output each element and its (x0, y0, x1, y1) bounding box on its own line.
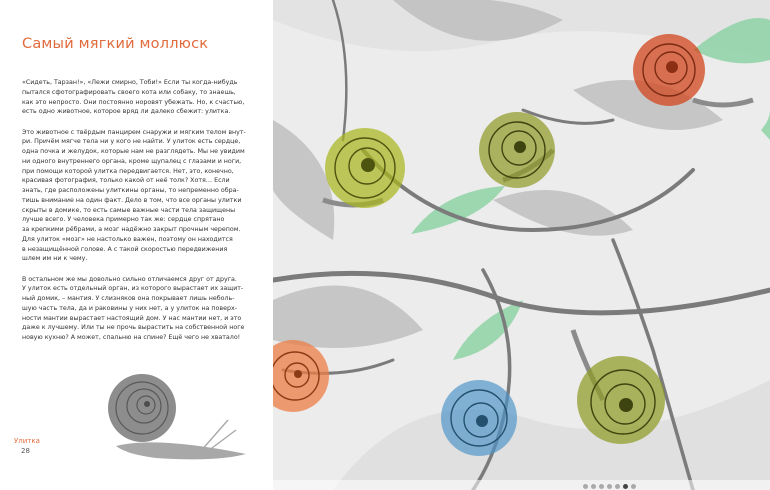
snail-blue (441, 380, 517, 456)
right-page (273, 0, 770, 490)
carousel-dot[interactable] (615, 484, 620, 489)
carousel-dot[interactable] (591, 484, 596, 489)
paragraph-intro: «Сидеть, Тарзан!», «Лежи смирно, Тоби!» Если ты когда-нибудь пытался сфотографировать своего кота или собаку, то знаешь, как это непросто. Они постоянно норовят убежать. Но, к счастью, есть одно животное, которое вряд ли далеко сбежит: улитка. (22, 79, 245, 116)
page-title: Самый мягкий моллюск (22, 36, 209, 52)
left-page (0, 0, 273, 490)
carousel-bar (273, 480, 770, 490)
carousel-dot[interactable] (631, 484, 636, 489)
snail-shell (108, 374, 176, 442)
snail-olive (479, 112, 555, 188)
paragraph-anatomy: Это животное с твёрдым панцирем снаружи и мягким телом внут- ри. Причём мягче тела ни у кого не найти. У улиток есть сердце, одна почка и желудок, которые нам не разглядеть. Мы не увидим ни одного внутреннего органа, кроме щупалец с глазами и ноги, при помощи которой улитка передвигается. Нет, это, конечно, красивая фотография, только какой от неё толк? Хотя… Если знать, где расположены улиткины органы, то непременно обра- тишь внимание на один факт. Дело в том, что все органы улитки скрыты в домике, то есть самые важные части тела защищены лучше всего. У человека примерно так же: сердце спрятано за крепкими рёбрами, а мозг надёжно закрыт прочным черепом. Для улиток «мозг» не настолько важен, поэтому он находится в незащищённой голове. А с такой скоростью передвижения шлем им ни к чему. (22, 128, 246, 263)
snail-xray-illustration (96, 350, 256, 480)
carousel-dot[interactable] (599, 484, 604, 489)
page-number: 28 (21, 447, 30, 455)
snails-xray-photo (273, 0, 770, 490)
section-name: Улитка (14, 437, 40, 445)
carousel-dot[interactable] (583, 484, 588, 489)
paragraph-mantle: В остальном же мы довольно сильно отличаемся друг от друга. У улиток есть отдельный орган, из которого вырастает их защит- ный домик, – мантия. У слизняков она покрывает лишь неболь- шую часть тела, да и раковины у них нет, а у улиток на поверх- ности мантии вырастает настоящий дом. У нас мантии нет, и это даже к лучшему. Или ты не прочь вырастить на собственной ноге новую кухню? А может, спальню на спине? Ещё чего не хватало! (22, 275, 245, 342)
article-body (22, 78, 270, 354)
carousel-dot-active[interactable] (623, 484, 628, 489)
carousel-dots[interactable] (583, 484, 636, 489)
snail-foot (116, 442, 246, 459)
carousel-dot[interactable] (607, 484, 612, 489)
